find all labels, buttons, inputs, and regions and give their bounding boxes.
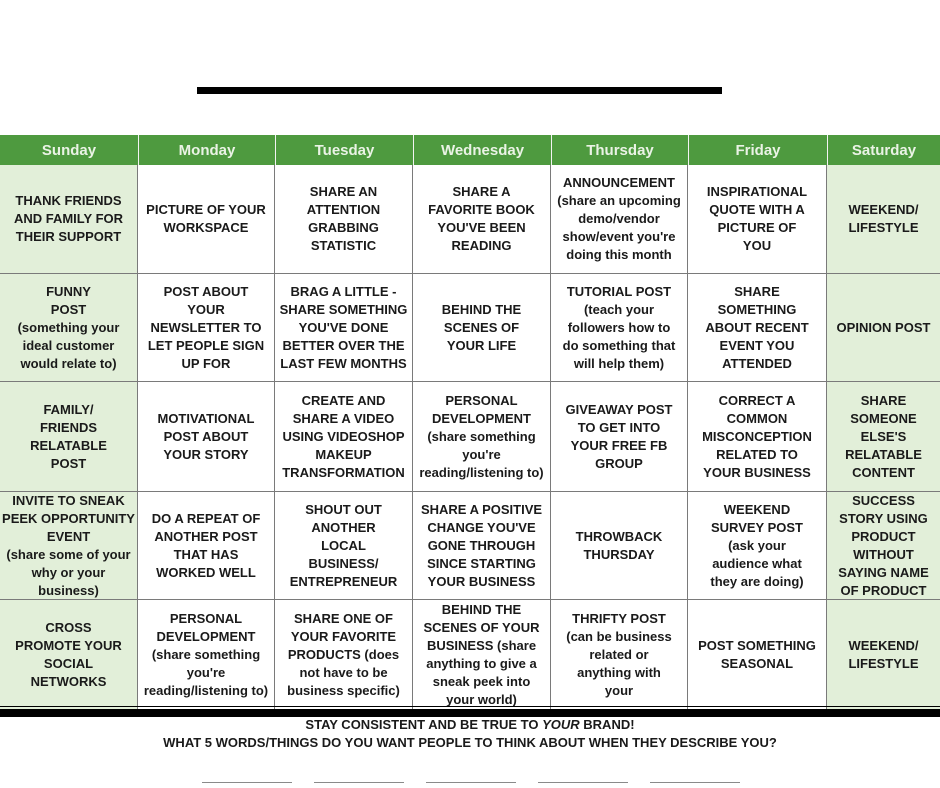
cell-line: NEWSLETTER TO: [150, 319, 262, 335]
cell-line: SHARE SOMETHING: [279, 301, 408, 317]
calendar-cell-thursday-week-5: [551, 600, 688, 709]
cell-line: BEHIND THE: [441, 601, 522, 617]
cell-line: YOUR BUSINESS: [427, 573, 536, 589]
cell-line: YOU'VE BEEN: [437, 220, 526, 235]
cell-line: USING VIDEOSHOP: [282, 428, 405, 444]
cell-text: [845, 392, 922, 482]
cell-line: your: [604, 682, 634, 698]
cell-text: [705, 283, 808, 373]
calendar-cell-saturday-week-5: [827, 600, 940, 709]
calendar-cell-friday-week-1: [688, 165, 827, 274]
day-header-friday: Friday: [688, 135, 827, 165]
cell-line: YOUR LIFE: [446, 337, 517, 353]
cell-line: OPINION POST: [836, 319, 931, 335]
cell-line: CROSS: [45, 619, 92, 635]
calendar-cell-wednesday-week-1: [413, 165, 551, 274]
calendar-cell-friday-week-4: [688, 492, 827, 600]
answer-blank-5[interactable]: [650, 782, 740, 783]
cell-line: STORY USING: [839, 510, 928, 526]
cell-line: THANK FRIENDS: [15, 193, 122, 208]
calendar-cell-sunday-week-1: [0, 165, 138, 274]
calendar-cell-tuesday-week-4: [275, 492, 413, 600]
cell-line: THURSDAY: [583, 546, 655, 562]
cell-line: TO GET INTO: [577, 419, 661, 435]
calendar-cell-wednesday-week-2: [413, 274, 551, 382]
tagline: STAY CONSISTENT AND BE TRUE TO YOUR BRAND!: [305, 717, 635, 732]
cell-line: GRABBING: [308, 220, 379, 235]
cell-line: MAKEUP: [315, 446, 372, 462]
cell-line: PICTURE OF: [717, 220, 797, 235]
cell-line: PERSONAL: [445, 392, 518, 408]
cell-line: BRAG A LITTLE -: [290, 283, 397, 299]
cell-line: SHARE: [860, 392, 907, 408]
cell-line: business specific): [287, 682, 400, 698]
day-header-sunday: Sunday: [0, 135, 138, 165]
cell-line: YOU: [742, 238, 772, 253]
cell-line: WITHOUT: [853, 546, 914, 562]
cell-line: (something your: [17, 319, 120, 335]
cell-line: TRANSFORMATION: [282, 464, 405, 480]
divider: [0, 706, 940, 707]
cell-line: LET PEOPLE SIGN: [147, 337, 265, 353]
calendar-cell-monday-week-1: [138, 165, 275, 274]
cell-line: EVENT: [46, 528, 91, 544]
cell-line: CHANGE YOU'VE: [427, 519, 536, 535]
cell-line: demo/vendor: [578, 211, 660, 226]
calendar-cell-sunday-week-3: [0, 382, 138, 492]
cell-line: FRIENDS: [39, 419, 98, 435]
cell-text: [280, 283, 408, 373]
cell-line: SCENES OF YOUR: [423, 619, 540, 635]
cell-text: [287, 610, 400, 700]
calendar-cell-wednesday-week-5: [413, 600, 551, 709]
cell-line: SOMETHING: [717, 301, 797, 317]
cell-text: [428, 183, 535, 255]
cell-line: WEEKEND/: [848, 202, 919, 217]
day-header-thursday: Thursday: [551, 135, 688, 165]
cell-line: ANOTHER POST: [154, 528, 258, 544]
cell-text: [18, 283, 120, 373]
cell-text: [566, 610, 671, 700]
cell-line: SAYING NAME: [838, 564, 929, 580]
cell-line: WORKSPACE: [163, 220, 249, 235]
calendar-cell-sunday-week-4: [0, 492, 138, 600]
cell-line: THRIFTY POST: [572, 610, 666, 626]
cell-line: AND FAMILY FOR: [13, 211, 124, 226]
calendar-cell-tuesday-week-5: [275, 600, 413, 709]
cell-line: PRODUCTS (does: [287, 646, 400, 662]
cell-line: YOUR BUSINESS: [703, 464, 811, 480]
title-underline: [197, 87, 722, 94]
cell-line: COMMON: [726, 410, 788, 426]
calendar-cell-saturday-week-1: [827, 165, 940, 274]
cell-text: [837, 319, 931, 337]
cell-text: [848, 201, 918, 237]
calendar-cell-saturday-week-3: [827, 382, 940, 492]
cell-text: [282, 392, 405, 482]
cell-line: UP FOR: [181, 355, 231, 371]
cell-line: would relate to): [20, 355, 117, 371]
cell-line: WORKED WELL: [156, 564, 256, 580]
calendar-cell-sunday-week-2: [0, 274, 138, 382]
calendar-cell-friday-week-2: [688, 274, 827, 382]
cell-text: [148, 283, 264, 373]
cell-line: they are doing): [710, 573, 804, 589]
cell-line: ANOTHER: [311, 519, 376, 535]
cell-line: DEVELOPMENT: [156, 628, 256, 644]
answer-blanks: [202, 782, 742, 784]
cell-line: SURVEY POST: [711, 519, 803, 535]
cell-line: BETTER OVER THE: [282, 337, 405, 353]
calendar-cell-saturday-week-2: [827, 274, 940, 382]
cell-text: [15, 619, 122, 691]
cell-line: (share an upcoming: [557, 193, 681, 208]
cell-text: [2, 492, 135, 600]
calendar-cell-monday-week-2: [138, 274, 275, 382]
cell-text: [290, 501, 398, 591]
content-calendar: [0, 135, 940, 709]
cell-line: SUCCESS: [852, 492, 915, 508]
cell-line: anything to give a: [426, 655, 537, 671]
answer-blank-2[interactable]: [314, 782, 404, 783]
cell-text: [423, 601, 539, 709]
cell-line: SHARE AN: [309, 184, 378, 199]
cell-line: reading/listening to): [419, 464, 544, 480]
cell-line: MISCONCEPTION: [702, 428, 812, 444]
cell-line: YOU'VE DONE: [298, 319, 389, 335]
cell-line: STATISTIC: [310, 238, 377, 253]
calendar-cell-monday-week-3: [138, 382, 275, 492]
day-header-saturday: Saturday: [827, 135, 940, 165]
cell-line: LAST FEW MONTHS: [280, 355, 407, 371]
cell-text: [157, 410, 254, 464]
cell-line: SHOUT OUT: [305, 501, 382, 517]
cell-line: (ask your: [728, 537, 786, 553]
cell-line: THEIR SUPPORT: [15, 229, 122, 244]
cell-line: sneak peek into: [432, 673, 531, 689]
cell-line: RELATABLE: [845, 446, 922, 462]
cell-text: [566, 401, 673, 473]
answer-blank-3[interactable]: [426, 782, 516, 783]
cell-line: PEEK OPPORTUNITY: [2, 510, 135, 526]
cell-line: EVENT YOU: [719, 337, 795, 353]
cell-line: ATTENTION: [306, 202, 381, 217]
calendar-cell-wednesday-week-4: [413, 492, 551, 600]
cell-line: BEHIND THE: [441, 301, 522, 317]
cell-line: YOUR: [187, 301, 225, 317]
cell-line: GIVEAWAY POST: [565, 401, 673, 417]
cell-line: ENTREPRENEUR: [289, 573, 398, 589]
cell-line: OF PRODUCT: [840, 582, 927, 598]
cell-line: POST ABOUT: [163, 283, 249, 299]
cell-line: FUNNY: [46, 283, 91, 299]
cell-line: READING: [451, 238, 512, 253]
cell-line: TUTORIAL POST: [566, 283, 672, 299]
cell-line: WEEKEND: [723, 501, 791, 517]
cell-line: PICTURE OF YOUR: [146, 202, 266, 217]
calendar-cell-saturday-week-4: [827, 492, 940, 600]
cell-line: MOTIVATIONAL: [157, 410, 255, 426]
calendar-cell-thursday-week-4: [551, 492, 688, 600]
cell-line: PERSONAL: [169, 610, 243, 626]
cell-line: related or: [589, 646, 649, 662]
calendar-cell-wednesday-week-3: [413, 382, 551, 492]
cell-text: [698, 637, 816, 673]
calendar-cell-thursday-week-2: [551, 274, 688, 382]
cell-line: you're: [186, 664, 226, 680]
cell-line: LOCAL: [321, 537, 366, 553]
cell-line: (share something: [427, 428, 536, 444]
cell-line: why or your: [31, 564, 106, 580]
cell-line: BUSINESS/: [308, 555, 379, 571]
cell-line: PROMOTE YOUR: [15, 637, 122, 653]
cell-line: show/event you're: [562, 229, 676, 244]
calendar-cell-thursday-week-1: [551, 165, 688, 274]
cell-line: YOUR FREE FB: [570, 437, 668, 453]
calendar-cell-friday-week-5: [688, 600, 827, 709]
cell-line: followers how to: [567, 319, 671, 335]
cell-line: LIFESTYLE: [848, 655, 919, 671]
cell-line: RELATED TO: [716, 446, 798, 462]
cell-line: CORRECT A: [718, 392, 796, 408]
cell-line: CREATE AND: [301, 392, 386, 408]
cell-line: POST: [50, 301, 87, 317]
cell-line: POST SOMETHING: [698, 637, 816, 653]
calendar-cell-tuesday-week-3: [275, 382, 413, 492]
cell-line: audience what: [712, 555, 802, 571]
cell-line: doing this month: [566, 247, 672, 262]
cell-text: [419, 392, 543, 482]
cell-line: INVITE TO SNEAK: [12, 492, 125, 508]
cell-line: CONTENT: [852, 464, 915, 480]
cell-text: [307, 183, 380, 255]
cell-line: anything with: [577, 664, 661, 680]
cell-text: [702, 392, 812, 482]
cell-line: LIFESTYLE: [848, 220, 919, 235]
calendar-cell-monday-week-5: [138, 600, 275, 709]
cell-line: ELSE'S: [860, 428, 907, 444]
cell-line: reading/listening to): [143, 682, 269, 698]
cell-line: ABOUT RECENT: [705, 319, 809, 335]
cell-text: [14, 192, 123, 246]
cell-line: ideal customer: [22, 337, 115, 353]
day-header-tuesday: Tuesday: [275, 135, 413, 165]
prompt-question: WHAT 5 WORDS/THINGS DO YOU WANT PEOPLE TO THINK ABOUT WHEN THEY DESCRIBE YOU?: [163, 735, 777, 750]
cell-text: [563, 283, 676, 373]
cell-text: [576, 528, 663, 564]
cell-line: THROWBACK: [575, 528, 663, 544]
cell-line: SOCIAL: [43, 655, 94, 671]
cell-line: QUOTE WITH A: [709, 202, 805, 217]
cell-text: [30, 401, 107, 473]
day-header-wednesday: Wednesday: [413, 135, 551, 165]
cell-line: SCENES OF: [443, 319, 520, 335]
cell-line: SINCE STARTING: [427, 555, 536, 571]
calendar-cell-sunday-week-5: [0, 600, 138, 709]
cell-text: [707, 183, 807, 255]
cell-text: [152, 510, 261, 582]
cell-line: business): [38, 582, 99, 598]
cell-line: POST: [50, 455, 87, 471]
cell-line: YOUR FAVORITE: [290, 628, 397, 644]
calendar-cell-tuesday-week-2: [275, 274, 413, 382]
cell-line: BUSINESS (share: [426, 637, 537, 653]
cell-line: your world): [446, 691, 517, 707]
cell-line: NETWORKS: [30, 673, 107, 689]
cell-text: [848, 637, 918, 673]
cell-line: FAVORITE BOOK: [428, 202, 535, 217]
cell-line: DO A REPEAT OF: [151, 510, 261, 526]
cell-line: GROUP: [595, 455, 643, 471]
cell-line: SHARE A VIDEO: [292, 410, 395, 426]
cell-line: ATTENDED: [722, 355, 792, 371]
cell-line: WEEKEND/: [848, 637, 919, 653]
cell-text: [710, 501, 803, 591]
calendar-cell-friday-week-3: [688, 382, 827, 492]
cell-line: do something that: [562, 337, 676, 353]
cell-line: (teach your: [583, 301, 655, 317]
cell-line: SHARE A POSITIVE: [420, 501, 543, 517]
cell-line: FAMILY/: [43, 401, 94, 417]
answer-blank-1[interactable]: [202, 782, 292, 783]
cell-line: THAT HAS: [173, 546, 239, 562]
cell-line: (share some of your: [6, 546, 131, 562]
cell-line: ANNOUNCEMENT: [563, 175, 675, 190]
cell-line: (share something: [151, 646, 261, 662]
cell-line: DEVELOPMENT: [432, 410, 531, 426]
cell-line: will help them): [573, 355, 665, 371]
cell-line: RELATABLE: [30, 437, 107, 453]
cell-line: (can be business: [566, 628, 672, 644]
calendar-cell-tuesday-week-1: [275, 165, 413, 274]
cell-text: [442, 301, 521, 355]
cell-text: [557, 174, 681, 264]
cell-text: [146, 201, 266, 237]
cell-line: INSPIRATIONAL: [706, 184, 808, 199]
answer-blank-4[interactable]: [538, 782, 628, 783]
calendar-cell-monday-week-4: [138, 492, 275, 600]
day-header-monday: Monday: [138, 135, 275, 165]
cell-line: you're: [462, 446, 501, 462]
cell-line: SEASONAL: [720, 655, 794, 671]
cell-line: not have to be: [299, 664, 388, 680]
tagline-emphasis: YOUR: [542, 717, 580, 732]
cell-text: [838, 492, 929, 600]
cell-text: [144, 610, 268, 700]
cell-text: [421, 501, 542, 591]
cell-line: SOMEONE: [850, 410, 917, 426]
cell-line: YOUR STORY: [163, 446, 249, 462]
cell-line: PRODUCT: [851, 528, 916, 544]
cell-line: POST ABOUT: [163, 428, 249, 444]
cell-line: SHARE: [734, 283, 780, 299]
calendar-cell-thursday-week-3: [551, 382, 688, 492]
cell-line: GONE THROUGH: [427, 537, 536, 553]
cell-line: SHARE A: [452, 184, 511, 199]
cell-line: SHARE ONE OF: [294, 610, 393, 626]
